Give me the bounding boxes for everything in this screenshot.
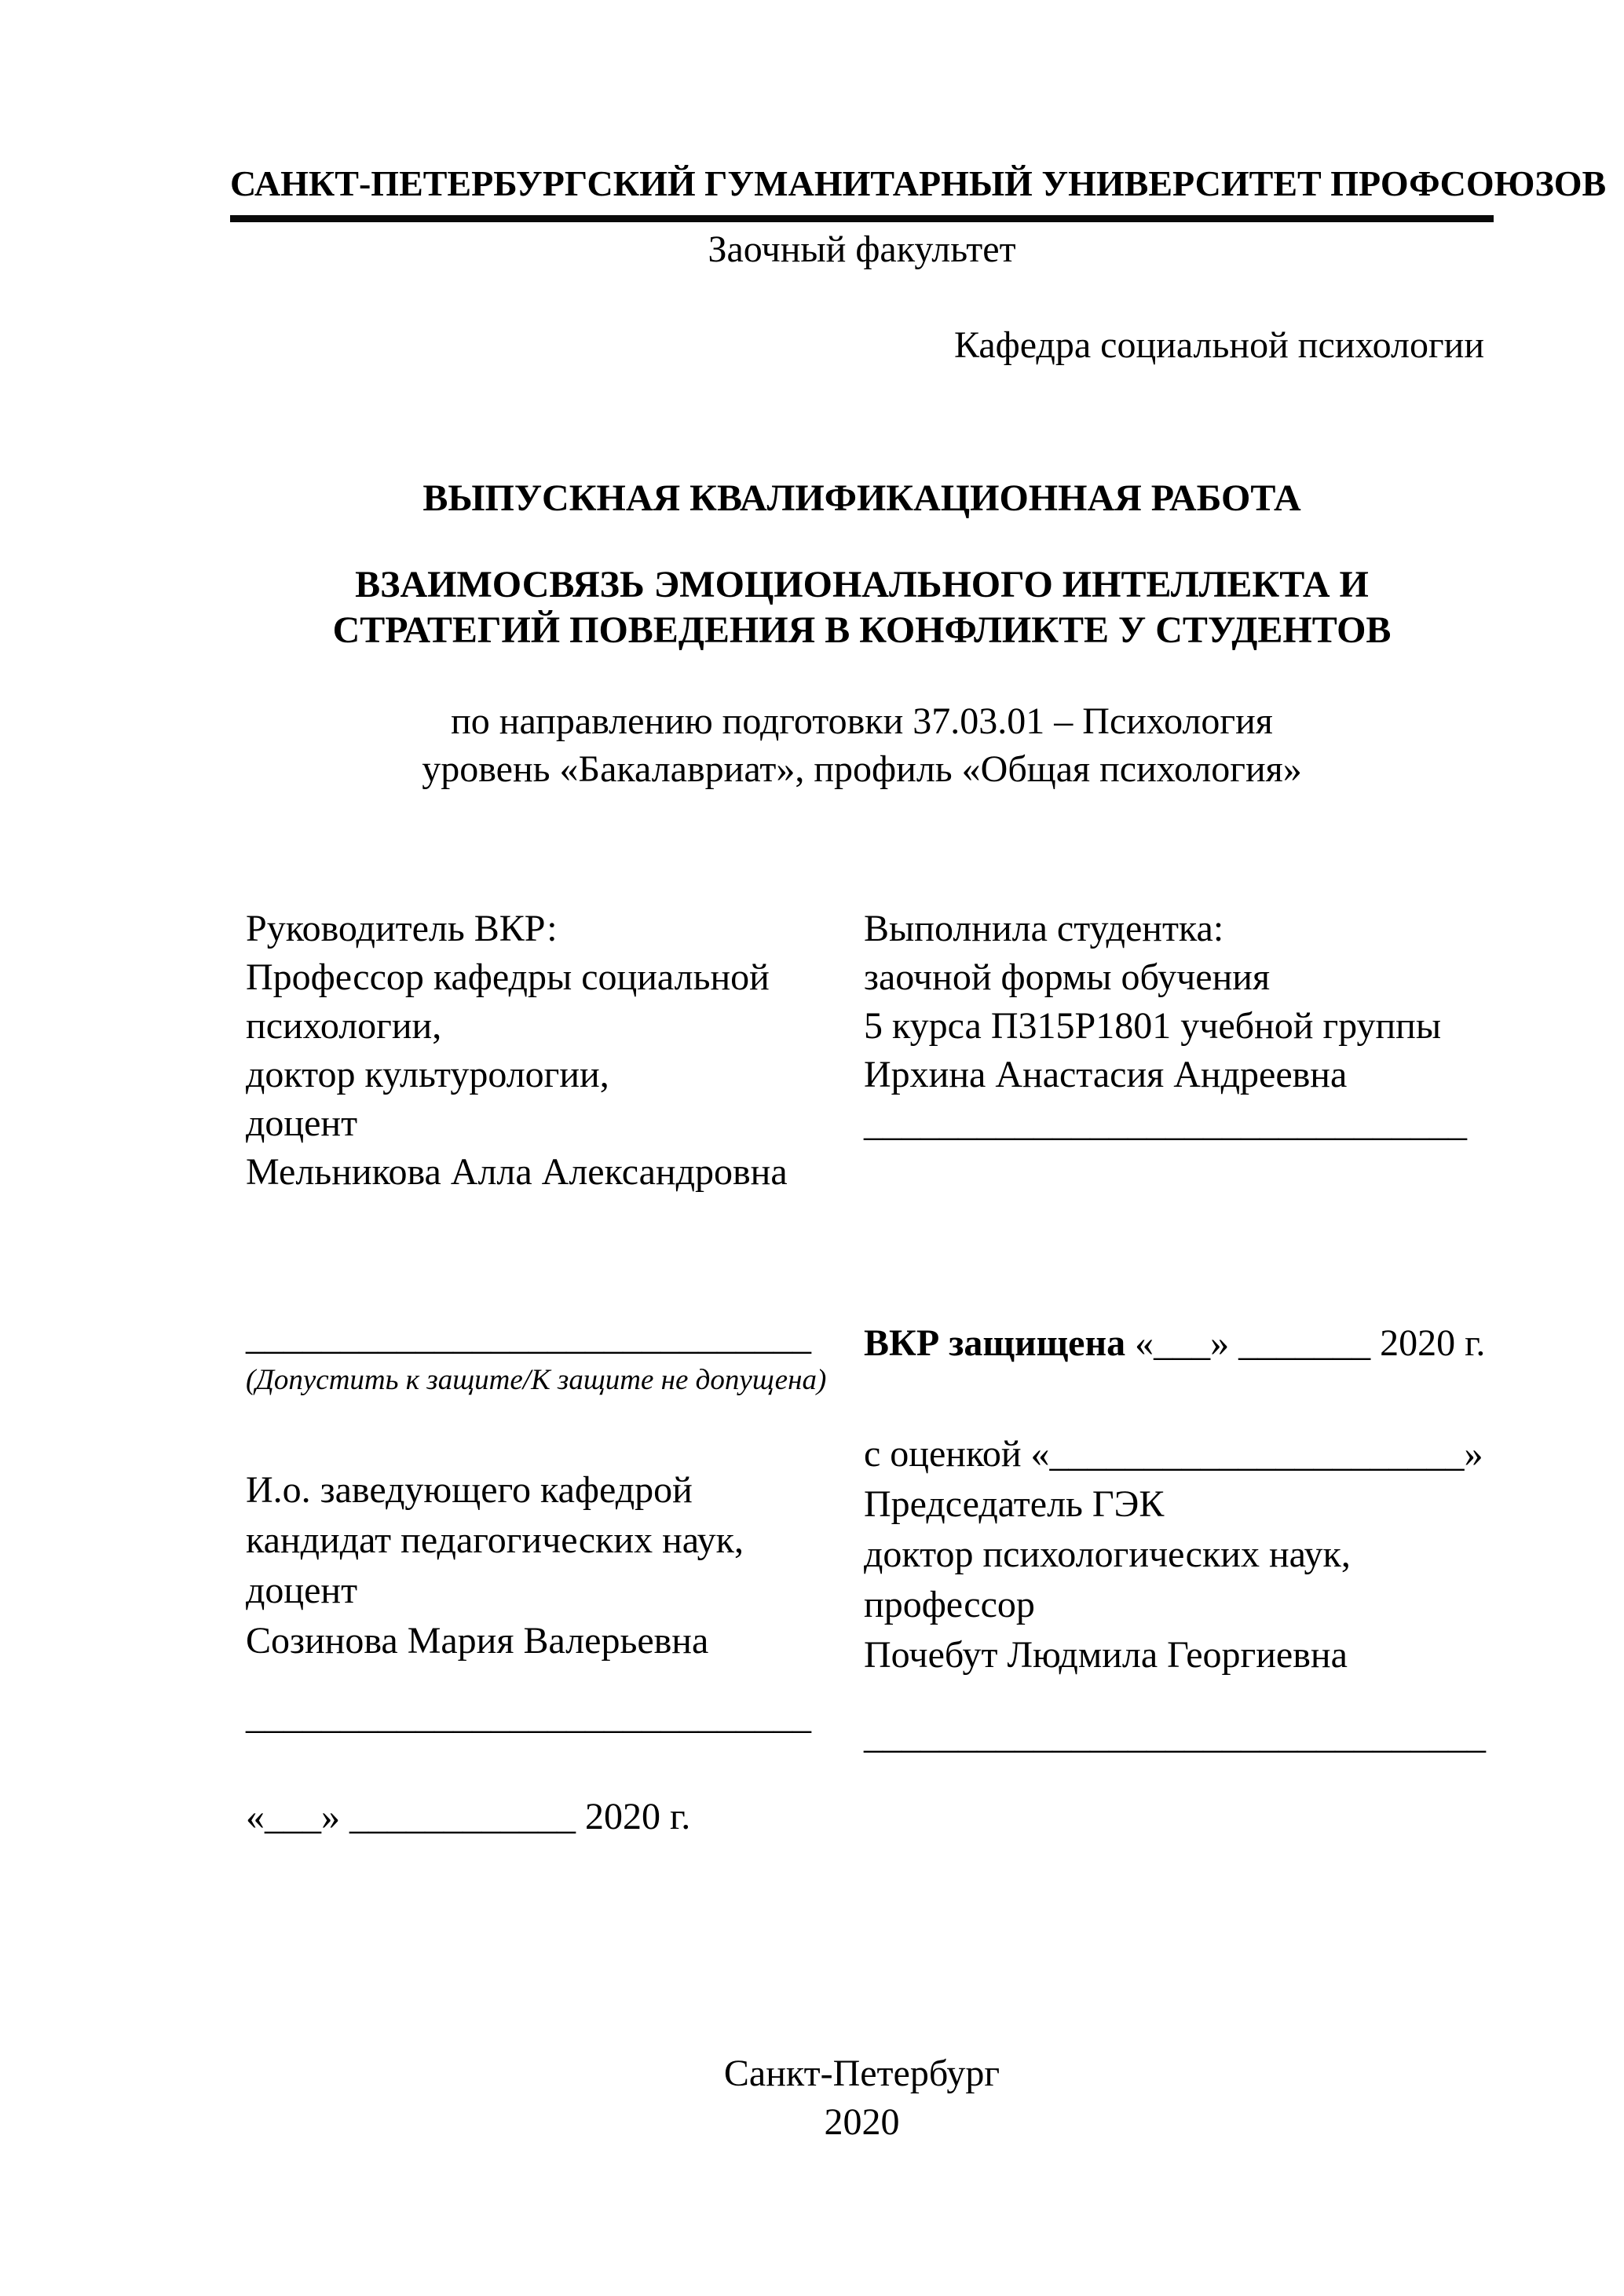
supervisor-position-line2: психологии, xyxy=(246,1005,442,1047)
program-direction: по направлению подготовки 37.03.01 – Психология xyxy=(451,700,1273,742)
supervisor-name: Мельникова Алла Александровна xyxy=(246,1151,788,1193)
thesis-title-line2: СТРАТЕГИЙ ПОВЕДЕНИЯ В КОНФЛИКТЕ У СТУДЕНТОВ xyxy=(332,609,1392,651)
thesis-title xyxy=(230,562,1494,653)
program-info xyxy=(230,697,1494,793)
student-name: Ирхина Анастасия Андреевна xyxy=(864,1054,1348,1095)
admission-block xyxy=(246,1313,858,1399)
defence-date-blank: «___» _______ 2020 г. xyxy=(1135,1322,1486,1364)
grade-chairman-block xyxy=(864,1429,1516,1680)
chairman-signature-line: _________________________________ xyxy=(864,1715,1486,1757)
defence-date-line xyxy=(864,1319,1516,1368)
supervisor-block xyxy=(246,905,858,1197)
footer-block xyxy=(230,2049,1494,2147)
head-role-line3: доцент xyxy=(246,1570,358,1611)
program-level: уровень «Бакалавриат», профиль «Общая психология» xyxy=(422,748,1302,790)
student-study-form: заочной формы обучения xyxy=(864,956,1271,998)
student-role-label: Выполнила студентка: xyxy=(864,908,1224,949)
chairman-title: профессор xyxy=(864,1584,1035,1625)
footer-year: 2020 xyxy=(824,2101,900,2143)
chairman-name: Почебут Людмила Георгиевна xyxy=(864,1634,1348,1676)
supervisor-position-line1: Профессор кафедры социальной xyxy=(246,956,770,998)
chairman-degree: доктор психологических наук, xyxy=(864,1534,1351,1575)
head-name: Созинова Мария Валерьевна xyxy=(246,1620,709,1662)
admission-signature-line: ______________________________ xyxy=(246,1316,811,1358)
department-name: Кафедра социальной психологии xyxy=(953,324,1484,366)
department-head-block xyxy=(246,1465,858,1666)
thesis-title-line1: ВЗАИМОСВЯЗЬ ЭМОЦИОНАЛЬНОГО ИНТЕЛЛЕКТА И xyxy=(355,564,1369,605)
head-date-blank: «___» ____________ 2020 г. xyxy=(246,1796,691,1837)
chairman-role: Председатель ГЭК xyxy=(864,1483,1165,1525)
head-role-line2: кандидат педагогических наук, xyxy=(246,1519,744,1561)
admission-note: (Допустить к защите/К защите не допущена) xyxy=(246,1364,827,1396)
head-role-line1: И.о. заведующего кафедрой xyxy=(246,1469,693,1511)
supervisor-degree: доктор культурологии, xyxy=(246,1054,609,1095)
student-block xyxy=(864,905,1500,1148)
faculty-name: Заочный факультет xyxy=(708,229,1016,270)
student-signature-line: ________________________________ xyxy=(864,1102,1467,1144)
student-group: 5 курса П315Р1801 учебной группы xyxy=(864,1005,1442,1047)
work-type-heading: ВЫПУСКНАЯ КВАЛИФИКАЦИОННАЯ РАБОТА xyxy=(422,477,1301,519)
university-name: САНКТ-ПЕТЕРБУРГСКИЙ ГУМАНИТАРНЫЙ УНИВЕРСИТЕТ ПРОФСОЮЗОВ xyxy=(230,162,1494,222)
defence-label: ВКР защищена xyxy=(864,1322,1126,1364)
head-signature-line: ______________________________ xyxy=(246,1695,811,1737)
grade-line: с оценкой «______________________» xyxy=(864,1433,1483,1475)
footer-city: Санкт-Петербург xyxy=(723,2053,1000,2094)
supervisor-role-label: Руководитель ВКР: xyxy=(246,908,558,949)
supervisor-title: доцент xyxy=(246,1102,358,1144)
